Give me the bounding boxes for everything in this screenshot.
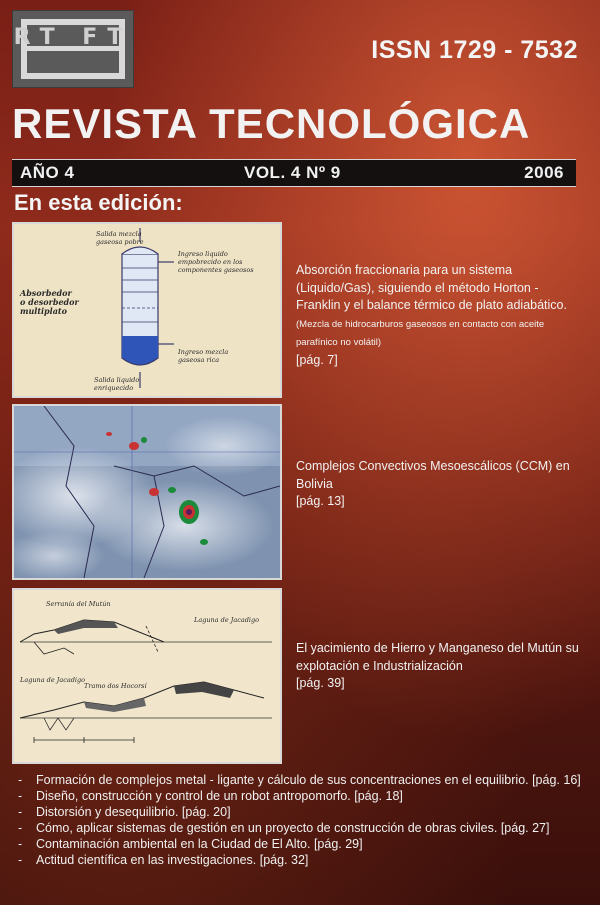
list-item: - Actitud científica en las investigaciones. [pág. 32] (14, 852, 588, 868)
featured-article-1-page: [pág. 7] (296, 352, 338, 367)
featured-article-3 (296, 640, 584, 693)
featured-article-2-page: [pág. 13] (296, 494, 345, 508)
diagram1-bottom-left-2: enriquecido (94, 384, 134, 392)
year-label: AÑO 4 (20, 163, 75, 182)
diagram3-label-3: Tramo dos Hocorsí (84, 682, 147, 690)
featured-article-3-page: [pág. 39] (296, 676, 345, 690)
featured-article-2-title: Complejos Convectivos Mesoescálicos (CCM) en Bolivia (296, 459, 570, 491)
diagram1-top-left: Salida mezcla (96, 230, 142, 238)
journal-title: REVISTA TECNOLÓGICA (12, 100, 531, 147)
diagram1-bottom-right: Ingreso mezcla (178, 348, 229, 356)
featured-article-1-subtitle: (Mezcla de hidrocarburos gaseosos en contacto con aceite parafínico no volátil) (296, 318, 545, 348)
issue-info-bar (12, 159, 576, 187)
diagram1-side-2: o desorbedor (20, 297, 79, 307)
featured-article-2 (296, 458, 584, 511)
absorber-diagram-image (12, 222, 282, 398)
edition-heading: En esta edición: (14, 190, 183, 215)
featured-article-3-title: El yacimiento de Hierro y Manganeso del Mutún su explotación e Industrialización (296, 641, 579, 673)
volume-label: VOL. 4 Nº 9 (244, 163, 341, 182)
diagram3-label-2: Laguna de Jacadigo (194, 616, 260, 624)
list-item: - Contaminación ambiental en la Ciudad de El Alto. [pág. 29] (14, 836, 588, 852)
featured-article-1 (296, 262, 584, 369)
article-list (14, 772, 588, 868)
issn-number: ISSN 1729 - 7532 (371, 36, 578, 64)
satellite-map-image (12, 404, 282, 580)
list-item: - Diseño, construcción y control de un robot antropomorfo. [pág. 18] (14, 788, 588, 804)
diagram1-bottom-right-2: gaseosa rica (178, 356, 220, 364)
list-item: - Formación de complejos metal - ligante y cálculo de sus concentraciones en el equilibrio. [pág. 16] (14, 772, 588, 788)
featured-article-1-title: Absorción fraccionaria para un sistema (Liquido/Gas), siguiendo el método Horton - Franklin y el balance térmico de plato adiabático. (296, 263, 567, 312)
diagram3-label-4: Laguna de Jacadigo (20, 676, 86, 684)
diagram1-top-right: Ingreso liquido (178, 250, 228, 258)
diagram1-side-3: multiplato (20, 306, 67, 316)
logo-letters: RT FT (13, 25, 133, 50)
rtft-logo (12, 10, 134, 88)
diagram3-label-1: Serranía del Mutún (46, 600, 111, 608)
diagram1-bottom-left: Salida liquido (94, 376, 140, 384)
issue-date: 2006 (524, 163, 564, 182)
diagram1-top-left-2: gaseosa pobre (96, 238, 144, 246)
diagram1-top-right-3: componentes gaseosos (178, 266, 254, 274)
geological-section-image (12, 588, 282, 764)
list-item: - Cómo, aplicar sistemas de gestión en un proyecto de construcción de obras civiles. [pág. 27] (14, 820, 588, 836)
list-item: - Distorsión y desequilibrio. [pág. 20] (14, 804, 588, 820)
diagram1-top-right-2: empobrecido en los (178, 258, 243, 266)
diagram1-side: Absorbedor (20, 288, 72, 298)
